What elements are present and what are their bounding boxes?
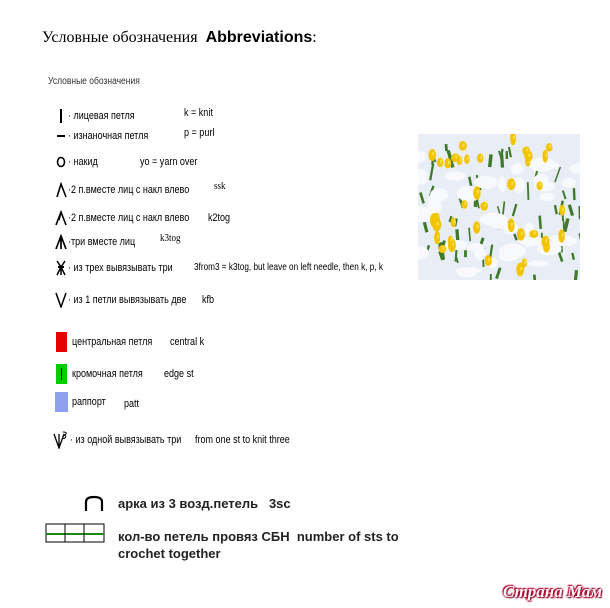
legend-ru: ·три вместе лиц	[68, 236, 136, 248]
legend-ru: ·2 п.вместе лиц с накл влево	[68, 212, 190, 224]
legend-en: yo = yarn over	[140, 156, 198, 168]
one-into-three-icon	[52, 430, 70, 450]
crochet-en: number of sts to	[296, 529, 399, 544]
title-suffix: :	[312, 29, 317, 46]
legend-row-yarn-over	[52, 152, 472, 172]
legend-ru: · из 1 петли вывязывать две	[68, 294, 187, 306]
crochet-en-line2: crochet together	[118, 546, 221, 561]
legend-row-k3tog	[52, 232, 472, 252]
arch-icon	[84, 494, 104, 514]
title-ru: Условные обозначения	[42, 29, 198, 46]
legend-en: k3tog	[160, 232, 181, 244]
sc-together-icon	[44, 522, 108, 544]
legend-en: kfb	[202, 294, 215, 306]
watermark-logo: Страна Мам	[502, 582, 602, 601]
central-stitch-swatch	[52, 332, 70, 352]
legend-ru: · накид	[68, 156, 98, 168]
crocus-photo	[418, 134, 580, 280]
legend-en: edge st	[164, 368, 194, 380]
repeat-swatch	[52, 392, 70, 412]
legend-ru: · лицевая петля	[68, 110, 135, 122]
swatch-fill	[56, 332, 67, 352]
legend-en: p = purl	[184, 127, 215, 139]
legend-row-ssk	[52, 180, 472, 200]
legend-row-central-stitch	[52, 332, 472, 352]
crochet-row-arch	[118, 496, 291, 511]
edge-stitch-swatch	[52, 364, 70, 384]
legend-row-purl	[52, 126, 472, 146]
legend-en: k = knit	[184, 107, 213, 119]
swatch-fill	[55, 392, 68, 412]
legend-ru: ·2 п.вместе лиц с накл влево	[68, 184, 190, 196]
legend-ru: · из трех вывязывать три	[68, 262, 173, 274]
legend-row-repeat	[52, 392, 472, 412]
legend-en: from one st to knit three	[195, 434, 290, 446]
legend-ru: кромочная петля	[72, 368, 143, 380]
legend-row-knit	[52, 106, 472, 126]
crochet-row-sc	[118, 528, 399, 562]
legend-en: ssk	[214, 180, 226, 192]
legend-en: patt	[124, 398, 140, 410]
legend-heading: Условные обозначения	[48, 76, 140, 87]
title-en: Abbreviations	[205, 29, 313, 46]
crochet-ru: арка из 3 возд.петель	[118, 496, 259, 511]
legend	[52, 0, 472, 460]
legend-en: central k	[170, 336, 205, 348]
legend-row-kfb	[52, 290, 472, 310]
legend-ru: · изнаночная петля	[68, 130, 149, 142]
legend-row-three-from-three	[52, 258, 472, 278]
legend-row-one-into-three	[52, 430, 472, 450]
legend-ru: раппорт	[72, 396, 106, 408]
legend-ru: · из одной вывязывать три	[70, 434, 182, 446]
legend-en: 3from3 = k3tog, but leave on left needle, then k, p, k	[194, 262, 383, 273]
legend-en: k2tog	[208, 212, 231, 224]
crochet-ru: кол-во петель провяз СБН	[118, 529, 290, 544]
swatch-fill	[56, 364, 67, 384]
legend-ru: центральная петля	[72, 336, 153, 348]
crochet-en: 3sc	[268, 496, 291, 511]
legend-row-k2tog	[52, 208, 472, 228]
legend-row-edge-stitch	[52, 364, 472, 384]
